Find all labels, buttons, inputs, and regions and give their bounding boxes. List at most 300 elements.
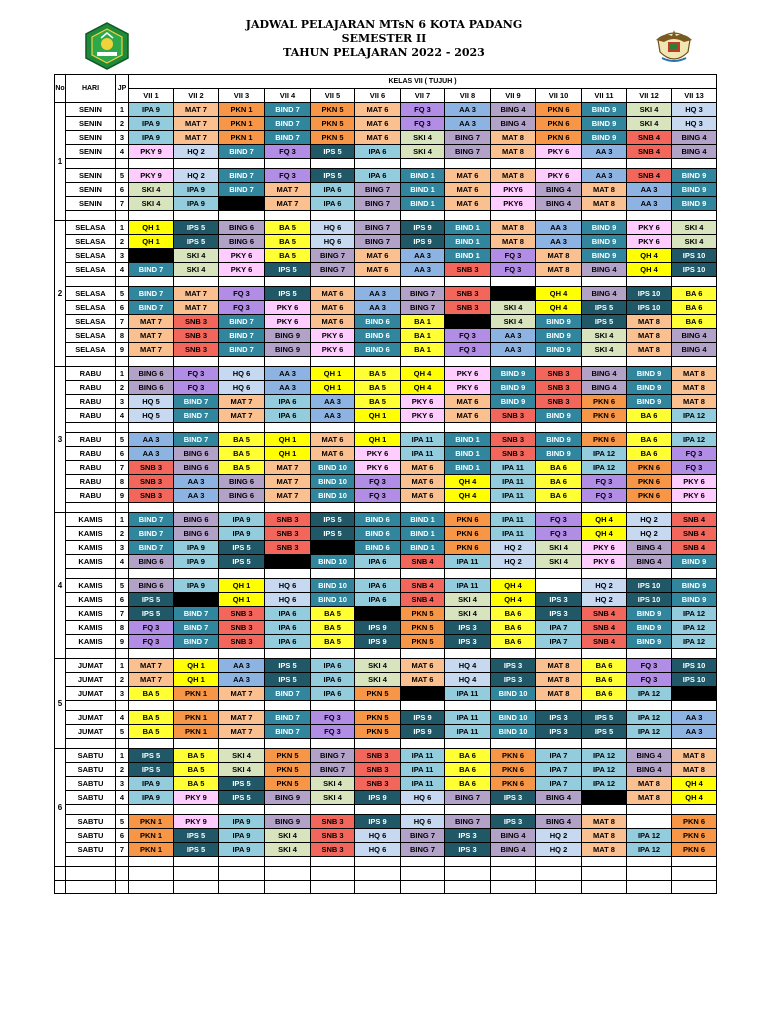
schedule-row xyxy=(55,489,717,503)
subject-cell: BIND 9 xyxy=(627,607,672,621)
subject-cell: QH 1 xyxy=(219,593,265,607)
period-number: 5 xyxy=(116,433,129,447)
period-number: 6 xyxy=(116,301,129,315)
day-name: KAMIS xyxy=(66,621,116,635)
schedule-row xyxy=(55,527,717,541)
subject-cell: IPS 5 xyxy=(582,725,627,739)
subject-cell: PKY 9 xyxy=(129,145,174,159)
empty-cell xyxy=(66,159,116,169)
subject-cell: QH 4 xyxy=(491,579,536,593)
empty-cell xyxy=(311,857,355,867)
schedule-row xyxy=(55,197,717,211)
subject-cell: FQ 3 xyxy=(174,381,219,395)
subject-cell: IPS 5 xyxy=(265,263,311,277)
day-number: 2 xyxy=(55,221,66,367)
subject-cell: BIND 7 xyxy=(265,711,311,725)
empty-cell xyxy=(66,211,116,221)
period-number: 5 xyxy=(116,725,129,739)
subject-cell: SKI 4 xyxy=(445,593,491,607)
subject-cell: BING 4 xyxy=(582,287,627,301)
subject-cell: BIND 7 xyxy=(174,433,219,447)
subject-cell: PKY 9 xyxy=(174,791,219,805)
subject-cell: AA 3 xyxy=(582,145,627,159)
subject-cell: SKI 4 xyxy=(355,673,401,687)
class-header: VII 11 xyxy=(582,89,627,103)
subject-cell: BIND 1 xyxy=(445,235,491,249)
subject-cell: BIND 9 xyxy=(536,409,582,423)
empty-cell xyxy=(445,880,491,894)
empty-cell xyxy=(491,503,536,513)
subject-cell: AA 3 xyxy=(129,447,174,461)
subject-cell: IPS 5 xyxy=(129,593,174,607)
day-name: SELASA xyxy=(66,343,116,357)
empty-cell xyxy=(129,159,174,169)
subject-cell: SNB 4 xyxy=(672,527,717,541)
empty-cell xyxy=(129,277,174,287)
empty-cell xyxy=(355,857,401,867)
subject-cell: IPA 6 xyxy=(311,687,355,701)
subject-cell: BA 6 xyxy=(627,409,672,423)
subject-cell: MAT 6 xyxy=(445,169,491,183)
empty-cell xyxy=(445,739,491,749)
subject-cell: SNB 4 xyxy=(582,621,627,635)
empty-cell xyxy=(311,739,355,749)
subject-cell: BING 4 xyxy=(491,843,536,857)
subject-cell: BIND 7 xyxy=(174,607,219,621)
subject-cell: PKY 6 xyxy=(311,329,355,343)
day-name: SENIN xyxy=(66,169,116,183)
empty-cell xyxy=(174,867,219,881)
empty-cell xyxy=(491,357,536,367)
subject-cell: PKY 6 xyxy=(627,235,672,249)
spacer-row xyxy=(55,277,717,287)
empty-cell xyxy=(627,357,672,367)
empty-cell xyxy=(445,701,491,711)
spacer-row xyxy=(55,857,717,867)
day-name: SENIN xyxy=(66,197,116,211)
empty-cell xyxy=(219,423,265,433)
subject-cell: PKY 6 xyxy=(445,367,491,381)
subject-cell: HQ 5 xyxy=(129,395,174,409)
schedule-row xyxy=(55,475,717,489)
subject-cell: MAT 6 xyxy=(355,263,401,277)
empty-cell xyxy=(311,503,355,513)
subject-cell: QH 4 xyxy=(401,381,445,395)
period-number: 2 xyxy=(116,673,129,687)
empty-cell xyxy=(174,211,219,221)
subject-cell: SNB 3 xyxy=(129,475,174,489)
empty-cell xyxy=(265,880,311,894)
day-number: 6 xyxy=(55,749,66,867)
spacer-row xyxy=(55,569,717,579)
subject-cell: IPS 3 xyxy=(536,725,582,739)
day-name: SELASA xyxy=(66,235,116,249)
empty-cell xyxy=(311,423,355,433)
period-number: 3 xyxy=(116,131,129,145)
subject-cell: MAT 6 xyxy=(355,103,401,117)
subject-cell: PKN 6 xyxy=(445,513,491,527)
empty-cell xyxy=(355,423,401,433)
schedule-row xyxy=(55,315,717,329)
subject-cell: IPA 11 xyxy=(401,777,445,791)
subject-cell: SKI 4 xyxy=(672,235,717,249)
subject-cell: IPS 5 xyxy=(129,749,174,763)
subject-cell: AA 3 xyxy=(445,103,491,117)
day-number: 5 xyxy=(55,659,66,749)
subject-cell: BIND 9 xyxy=(672,183,717,197)
period-number: 3 xyxy=(116,541,129,555)
subject-cell: PKN 5 xyxy=(401,635,445,649)
day-name: KAMIS xyxy=(66,527,116,541)
subject-cell: BIND 1 xyxy=(401,527,445,541)
schedule-row xyxy=(55,367,717,381)
subject-cell: IPA 12 xyxy=(582,777,627,791)
subject-cell: BA 5 xyxy=(355,395,401,409)
subject-cell: SNB 4 xyxy=(401,593,445,607)
subject-cell: PKN 1 xyxy=(174,711,219,725)
empty-cell xyxy=(491,423,536,433)
schedule-table xyxy=(54,74,717,894)
subject-cell: PKN 1 xyxy=(219,117,265,131)
subject-cell: MAT 8 xyxy=(672,381,717,395)
subject-cell: PKN 6 xyxy=(627,489,672,503)
subject-cell: BIND 7 xyxy=(219,145,265,159)
empty-cell xyxy=(116,649,129,659)
schedule-row xyxy=(55,541,717,555)
subject-cell: HQ 4 xyxy=(445,673,491,687)
empty-cell xyxy=(355,211,401,221)
subject-cell: IPA 11 xyxy=(401,433,445,447)
subject-cell: FQ 3 xyxy=(265,145,311,159)
subject-cell: BIND 1 xyxy=(401,541,445,555)
subject-cell: IPS 5 xyxy=(219,777,265,791)
subject-cell: PKN 6 xyxy=(536,131,582,145)
subject-cell: HQ 6 xyxy=(311,221,355,235)
subject-cell: MAT 8 xyxy=(582,843,627,857)
empty-cell xyxy=(627,857,672,867)
day-name: SENIN xyxy=(66,103,116,117)
empty-cell xyxy=(491,739,536,749)
subject-cell: IPA 6 xyxy=(355,145,401,159)
empty-cell xyxy=(129,503,174,513)
subject-cell: BA 6 xyxy=(582,673,627,687)
empty-cell xyxy=(311,159,355,169)
subject-cell: QH 4 xyxy=(582,513,627,527)
empty-cell xyxy=(401,857,445,867)
subject-cell: BIND 7 xyxy=(129,541,174,555)
period-number: 7 xyxy=(116,197,129,211)
subject-cell: BIND 7 xyxy=(219,343,265,357)
subject-cell: IPA 6 xyxy=(355,579,401,593)
subject-cell: BIND 7 xyxy=(219,315,265,329)
subject-cell: IPA 11 xyxy=(445,725,491,739)
schedule-row xyxy=(55,145,717,159)
subject-cell: MAT 8 xyxy=(627,315,672,329)
subject-cell: BIND 9 xyxy=(582,249,627,263)
empty-cell xyxy=(582,159,627,169)
subject-cell: IPA 11 xyxy=(401,749,445,763)
period-number: 1 xyxy=(116,513,129,527)
empty-cell xyxy=(627,211,672,221)
subject-cell: IPS 9 xyxy=(355,621,401,635)
period-number: 5 xyxy=(116,169,129,183)
subject-cell: IPS 9 xyxy=(401,235,445,249)
subject-cell: SNB 3 xyxy=(265,513,311,527)
subject-cell: PKN 1 xyxy=(174,725,219,739)
subject-cell: IPA 6 xyxy=(311,197,355,211)
subject-cell: FQ 3 xyxy=(627,659,672,673)
subject-cell: QH 4 xyxy=(491,593,536,607)
subject-cell: BIND 9 xyxy=(491,395,536,409)
empty-cell xyxy=(491,649,536,659)
empty-cell xyxy=(536,423,582,433)
empty-cell xyxy=(401,867,445,881)
empty-cell xyxy=(219,701,265,711)
empty-cell xyxy=(627,880,672,894)
subject-cell: AA 3 xyxy=(265,381,311,395)
subject-cell: BIND 7 xyxy=(265,687,311,701)
subject-cell: BA 5 xyxy=(129,725,174,739)
subject-cell: SKI 4 xyxy=(174,249,219,263)
empty-cell xyxy=(401,357,445,367)
empty-cell xyxy=(491,277,536,287)
empty-cell xyxy=(116,739,129,749)
day-name: KAMIS xyxy=(66,541,116,555)
subject-cell: SNB 4 xyxy=(401,555,445,569)
subject-cell: BA 1 xyxy=(401,329,445,343)
empty-cell xyxy=(536,211,582,221)
subject-cell: BIND 6 xyxy=(355,527,401,541)
subject-cell: AA 3 xyxy=(311,409,355,423)
period-number: 4 xyxy=(116,145,129,159)
day-name: SENIN xyxy=(66,131,116,145)
subject-cell: FQ 3 xyxy=(129,621,174,635)
empty-cell xyxy=(311,805,355,815)
subject-cell: BA 5 xyxy=(219,461,265,475)
empty-cell xyxy=(445,357,491,367)
subject-cell: IPA 11 xyxy=(445,687,491,701)
subject-cell: FQ 3 xyxy=(355,475,401,489)
subject-cell: BIND 10 xyxy=(311,461,355,475)
subject-cell: HQ 6 xyxy=(219,381,265,395)
empty-cell xyxy=(129,867,174,881)
empty-cell xyxy=(219,277,265,287)
subject-cell: PKY 6 xyxy=(672,489,717,503)
subject-cell: IPS 10 xyxy=(672,659,717,673)
subject-cell: SNB 3 xyxy=(445,301,491,315)
schedule-row xyxy=(55,725,717,739)
subject-cell: MAT 6 xyxy=(355,249,401,263)
subject-cell: BIND 9 xyxy=(627,621,672,635)
period-number: 9 xyxy=(116,343,129,357)
empty-cell xyxy=(129,211,174,221)
subject-cell: BIND 9 xyxy=(672,555,717,569)
empty-cell xyxy=(627,159,672,169)
schedule-row xyxy=(55,763,717,777)
subject-cell: MAT 7 xyxy=(129,659,174,673)
empty-cell xyxy=(311,701,355,711)
subject-cell: BA 5 xyxy=(311,621,355,635)
subject-cell: PKY 6 xyxy=(445,381,491,395)
empty-cell xyxy=(174,880,219,894)
day-name: RABU xyxy=(66,395,116,409)
empty-cell xyxy=(445,857,491,867)
subject-cell: MAT 8 xyxy=(536,659,582,673)
empty-cell xyxy=(672,857,717,867)
empty-cell xyxy=(265,423,311,433)
subject-cell: BIND 10 xyxy=(311,489,355,503)
empty-cell xyxy=(66,649,116,659)
empty-cell xyxy=(355,277,401,287)
empty-cell xyxy=(219,357,265,367)
subject-cell: BIND 7 xyxy=(265,117,311,131)
schedule-row xyxy=(55,777,717,791)
subject-cell: SKI 4 xyxy=(265,829,311,843)
subject-cell: QH 1 xyxy=(174,659,219,673)
subject-cell: AA 3 xyxy=(536,221,582,235)
empty-cell xyxy=(174,357,219,367)
subject-cell: BING 4 xyxy=(672,329,717,343)
schedule-row xyxy=(55,263,717,277)
empty-cell xyxy=(66,503,116,513)
subject-cell: PKY 6 xyxy=(355,461,401,475)
empty-cell xyxy=(66,857,116,867)
empty-cell xyxy=(627,277,672,287)
subject-cell: PKN 6 xyxy=(491,777,536,791)
period-number: 8 xyxy=(116,621,129,635)
empty-cell xyxy=(582,649,627,659)
empty-cell xyxy=(627,867,672,881)
empty-cell xyxy=(129,701,174,711)
header-semester: SEMESTER II xyxy=(341,32,427,45)
empty-cell xyxy=(672,503,717,513)
subject-cell xyxy=(582,791,627,805)
subject-cell: IPS 10 xyxy=(672,249,717,263)
subject-cell: BING 4 xyxy=(582,381,627,395)
empty-cell xyxy=(116,701,129,711)
subject-cell: IPA 9 xyxy=(129,131,174,145)
empty-cell xyxy=(66,277,116,287)
day-name: SABTU xyxy=(66,763,116,777)
subject-cell: IPA 12 xyxy=(627,829,672,843)
subject-cell: BING 4 xyxy=(582,367,627,381)
empty-cell xyxy=(627,805,672,815)
spacer-row xyxy=(55,739,717,749)
subject-cell: IPS 10 xyxy=(627,301,672,315)
subject-cell: BA 5 xyxy=(311,607,355,621)
subject-cell xyxy=(174,593,219,607)
empty-cell xyxy=(219,805,265,815)
subject-cell: BA 6 xyxy=(491,607,536,621)
subject-cell: PKN 1 xyxy=(219,131,265,145)
subject-cell: BA 6 xyxy=(491,621,536,635)
empty-cell xyxy=(401,649,445,659)
empty-cell xyxy=(219,649,265,659)
subject-cell: FQ 3 xyxy=(491,249,536,263)
day-number: 3 xyxy=(55,367,66,513)
empty-cell xyxy=(627,569,672,579)
period-number: 1 xyxy=(116,103,129,117)
subject-cell xyxy=(265,555,311,569)
subject-cell: BIND 7 xyxy=(219,169,265,183)
subject-cell: PKY 6 xyxy=(536,145,582,159)
subject-cell: FQ 3 xyxy=(491,263,536,277)
period-number: 5 xyxy=(116,815,129,829)
subject-cell: SNB 3 xyxy=(445,263,491,277)
subject-cell: HQ 6 xyxy=(265,593,311,607)
subject-cell: PKY 6 xyxy=(311,343,355,357)
empty-cell xyxy=(355,569,401,579)
class-header: VII 7 xyxy=(401,89,445,103)
subject-cell: IPS 9 xyxy=(401,725,445,739)
subject-cell: HQ 2 xyxy=(491,555,536,569)
subject-cell: IPA 11 xyxy=(491,489,536,503)
header-year: TAHUN PELAJARAN 2022 - 2023 xyxy=(283,46,485,59)
empty-cell xyxy=(311,277,355,287)
schedule-row xyxy=(55,103,717,117)
schedule-row xyxy=(55,221,717,235)
subject-cell xyxy=(627,815,672,829)
subject-cell: IPA 7 xyxy=(536,635,582,649)
subject-cell: SKI 4 xyxy=(219,763,265,777)
subject-cell: PKN 6 xyxy=(536,103,582,117)
schedule-row xyxy=(55,555,717,569)
subject-cell: IPS 10 xyxy=(672,263,717,277)
subject-cell: PKY 6 xyxy=(219,263,265,277)
subject-cell: MAT 7 xyxy=(174,117,219,131)
empty-cell xyxy=(219,503,265,513)
col-header-hari: HARI xyxy=(66,75,116,103)
empty-cell xyxy=(672,739,717,749)
schedule-row xyxy=(55,131,717,145)
subject-cell: PKN 1 xyxy=(129,815,174,829)
subject-cell: BING 9 xyxy=(265,329,311,343)
day-name: SABTU xyxy=(66,791,116,805)
subject-cell: IPA 7 xyxy=(536,777,582,791)
subject-cell: BING 7 xyxy=(401,829,445,843)
period-number: 8 xyxy=(116,329,129,343)
subject-cell: BIND 7 xyxy=(174,635,219,649)
subject-cell: MAT 8 xyxy=(627,777,672,791)
empty-cell xyxy=(536,867,582,881)
subject-cell: AA 3 xyxy=(445,117,491,131)
subject-cell: PKN 6 xyxy=(627,461,672,475)
subject-cell: BIND 1 xyxy=(445,433,491,447)
day-name: JUMAT xyxy=(66,659,116,673)
subject-cell: SNB 3 xyxy=(355,763,401,777)
subject-cell: IPA 12 xyxy=(672,635,717,649)
class-header: VII 9 xyxy=(491,89,536,103)
subject-cell: SKI 4 xyxy=(672,221,717,235)
blank-row xyxy=(55,867,717,881)
subject-cell: MAT 6 xyxy=(401,673,445,687)
subject-cell: SNB 4 xyxy=(627,169,672,183)
subject-cell: IPS 3 xyxy=(536,607,582,621)
subject-cell: BING 6 xyxy=(129,381,174,395)
empty-cell xyxy=(311,867,355,881)
empty-cell xyxy=(491,880,536,894)
day-name: RABU xyxy=(66,409,116,423)
schedule-row xyxy=(55,607,717,621)
schedule-row xyxy=(55,673,717,687)
day-name: KAMIS xyxy=(66,555,116,569)
empty-cell xyxy=(355,701,401,711)
subject-cell: BA 5 xyxy=(129,687,174,701)
subject-cell: SNB 3 xyxy=(219,635,265,649)
subject-cell: BIND 9 xyxy=(627,635,672,649)
subject-cell: BIND 10 xyxy=(491,687,536,701)
subject-cell: SNB 4 xyxy=(627,131,672,145)
